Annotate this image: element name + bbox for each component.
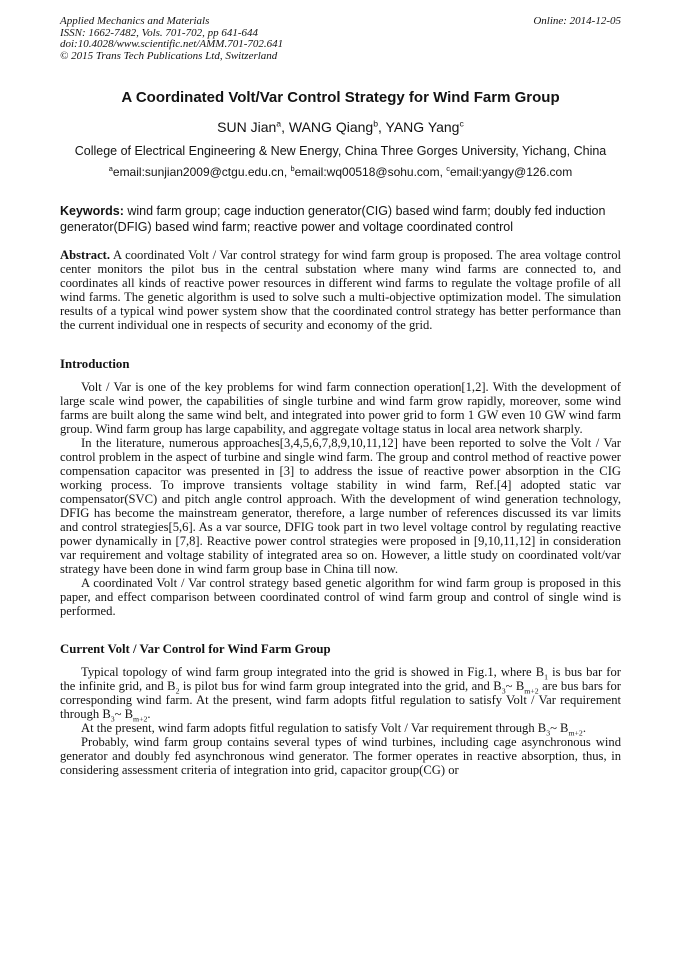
paragraph-current-2: At the present, wind farm adopts fitful regulation to satisfy Volt / Var requirement through $B_3\sim$ $B_{m+2}$. <box>81 720 586 738</box>
paragraph-current-3: Probably, wind farm group contains several types of wind turbines, including cage asynchronous wind generator and doubly fed asynchronous wind generator. The former operates in reactive absorption, thus, in considering assessment criteria of integration into grid, capacitor group(CG) or <box>60 734 621 777</box>
keywords-paragraph: Keywords: wind farm group; cage induction generator(CIG) based wind farm; doubly fed induction generator(DFIG) based wind farm; reactive power and voltage coordinated control <box>60 204 606 235</box>
copyright-line: © 2015 Trans Tech Publications Ltd, Switzerland <box>60 49 278 62</box>
paper-title: A Coordinated Volt/Var Control Strategy for Wind Farm Group <box>121 89 560 107</box>
author-emails-line: $^a$email:sunjian2009@ctgu.edu.cn, $^b$email:wq00518@sohu.com, $^c$email:yangy@126.com <box>108 164 573 180</box>
journal-header-left <box>60 16 283 62</box>
online-date: Online: 2014-12-05 <box>533 15 621 27</box>
paragraph-current-1: Typical topology of wind farm group integrated into the grid is showed in Fig.1, where $B_1$ is bus bar for the infinite grid, and $B_2$ is pilot bus for wind farm group integrated into the grid, and $B_3\sim$ $B_{m+2}$ are bus bars for corresponding wind farm. At the present, wind farm adopts fitful regulation to satisfy Volt / Var requirement through $B_3\sim$ $B_{m+2}$. <box>60 664 621 724</box>
issn-volume-line: ISSN: 1662-7482, Vols. 701-702, pp 641-644 <box>60 26 258 39</box>
abstract-paragraph: Abstract. A coordinated Volt / Var control strategy for wind farm group is proposed. The area voltage control center monitors the pilot bus in the central substation where many wind farms are connected to, and coordinates all kinds of reactive power resources in different wind farms to regulate the voltage profile of all wind farms. The genetic algorithm is used to solve such a multi-objective optimization model. The simulation results of a typical wind power system show that the coordinated control strategy has better performance than the current individual one in respects of security and economy of the grid. <box>60 248 621 332</box>
paragraph-intro-2: In the literature, numerous approaches[3,4,5,6,7,8,9,10,11,12] have been reported to solve the Volt / Var control problem in the aspect of turbine and single wind farm. The group and control method of reactive power compensation capacitor was presented in [3] to address the issue of reactive power absorption in the CIG working process. To improve transients voltage stability in wind farm, Ref.[4] adopted static var compensator(SVC) and pitch angle control approach. With the development of wind generation technology, DFIG has become the mainstream generator, therefore, a large number of references discussed its var limits and control strategies[5,6]. As a var source, DFIG took part in two level voltage control by regulating reactive power dynamically in [7,8]. Reactive power control strategies were proposed in [9,10,11,12] in consideration var requirement and voltage stability of integrated area so on. However, a little study on coordinated volt/var strategy have been done in wind farm group base in China till now. <box>60 435 621 576</box>
authors-line: SUN Jian$^a$, WANG Qiang$^b$, YANG Yang$^c$ <box>217 118 464 136</box>
journal-header <box>60 16 621 62</box>
paragraph-intro-1: Volt / Var is one of the key problems for wind farm connection operation[1,2]. With the development of large scale wind power, the capabilities of single turbine and wind farm grow rapidly, moreover, some wind farms are built along the same wind belt, and integrated into power grid to form 1 GW even 10 GW wind farm group. Wind farm group has large capability, and aggregate voltage status in local area network sharply. <box>60 379 621 436</box>
doi-line: doi:10.4028/www.scientific.net/AMM.701-702.641 <box>60 38 284 51</box>
paragraph-intro-3: A coordinated Volt / Var control strategy based genetic algorithm for wind farm group is proposed in this paper, and effect comparison between coordinated control of wind farm group and control of single wind is performed. <box>60 575 621 618</box>
journal-name: Applied Mechanics and Materials <box>60 15 210 27</box>
affiliation-line: College of Electrical Engineering & New Energy, China Three Gorges University, Yichang, China <box>74 144 607 159</box>
section-heading-current-volt-var-control: Current Volt / Var Control for Wind Farm Group <box>60 641 331 656</box>
section-heading-introduction: Introduction <box>60 356 130 371</box>
